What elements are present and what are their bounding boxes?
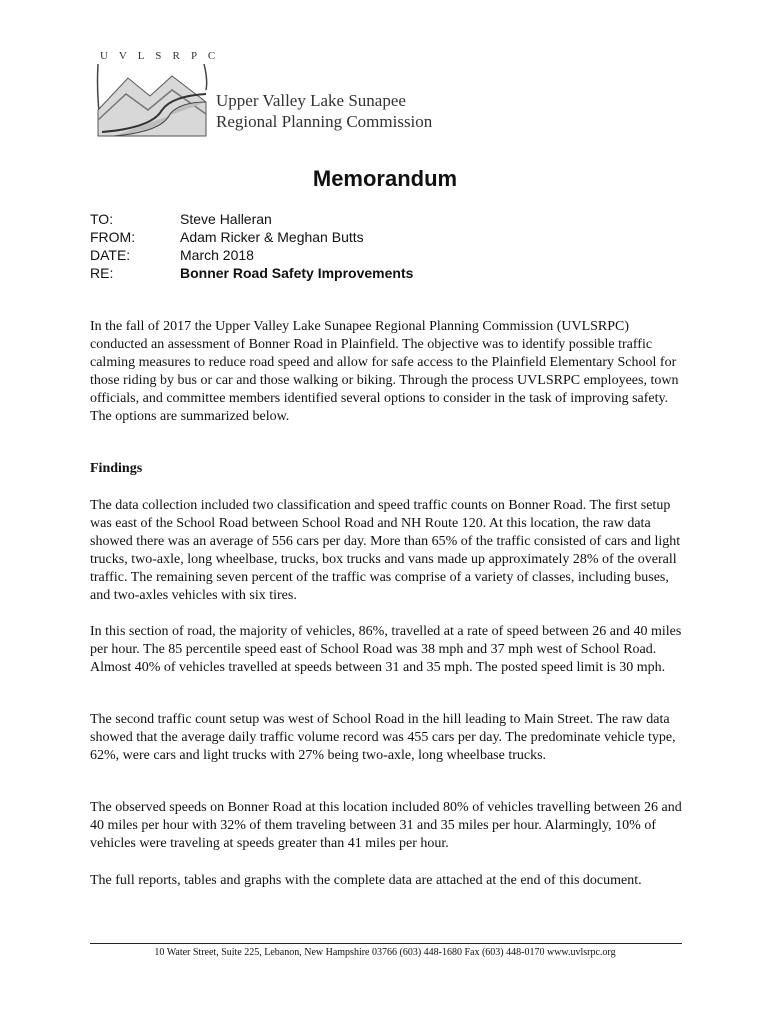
footer-address: 10 Water Street, Suite 225, Lebanon, New Hampshire 03766 (603) 448-1680 Fax (603) 448-0170 www.uvlsrpc.org (154, 947, 616, 958)
memo-date-row (90, 246, 413, 264)
findings-text-2: In this section of road, the majority of vehicles, 86%, travelled at a rate of speed between 26 and 40 miles per hour. The 85 percentile speed east of School Road was 38 mph and 37 mph west of School Road. Almost 40% of vehicles travelled at speeds between 31 and 35 mph. The posted speed limit is 30 mph. (90, 624, 682, 675)
to-value: Steve Halleran (180, 211, 272, 227)
re-value: Bonner Road Safety Improvements (180, 265, 414, 281)
intro-text: In the fall of 2017 the Upper Valley Lake Sunapee Regional Planning Commission (UVLSRPC) conducted an assessment of Bonner Road in Plainfield. The objective was to identify possible traffic calming measures to reduce road speed and allow for safe access to the Plainfield Elementary School for those riding by bus or car and those walking or biking. Through the process UVLSRPC employees, town officials, and committee members identified several options to consider in the task of improving safety. The options are summarized below. (90, 319, 679, 424)
organization-name-line1: Upper Valley Lake Sunapee (216, 91, 406, 110)
memo-re-row (90, 264, 413, 282)
memo-from-row (90, 228, 413, 246)
from-label: FROM: (90, 229, 136, 245)
organization-name (216, 90, 432, 132)
findings-paragraph-4 (90, 799, 690, 853)
from-value: Adam Ricker & Meghan Butts (180, 229, 364, 245)
memo-header (90, 210, 413, 282)
findings-text-1: The data collection included two classification and speed traffic counts on Bonner Road. The first setup was east of the School Road between School Road and NH Route 120. At this location, the raw data showed there was an average of 556 cars per day. More than 65% of the traffic consisted of cars and light trucks, two-axle, long wheelbase, trucks, box trucks and vans made up approximately 28% of the overall traffic. The remaining seven percent of the traffic was comprise of a variety of classes, including buses, and two-axles vehicles with six tires. (90, 498, 681, 603)
logo-acronym: U V L S R P C (100, 50, 220, 62)
re-label: RE: (90, 265, 114, 281)
organization-logo (92, 50, 452, 145)
findings-text-5: The full reports, tables and graphs with the complete data are attached at the end of this document. (90, 873, 642, 888)
mountain-logo-icon (92, 50, 220, 145)
findings-paragraph-3 (90, 711, 690, 765)
date-label: DATE: (90, 247, 131, 263)
date-value: March 2018 (180, 247, 254, 263)
memo-to-row (90, 210, 413, 228)
findings-paragraph-2 (90, 623, 690, 677)
footer-divider (90, 943, 682, 944)
to-label: TO: (90, 211, 114, 227)
findings-heading: Findings (90, 461, 143, 476)
organization-name-line2: Regional Planning Commission (216, 112, 433, 131)
findings-paragraph-1 (90, 497, 690, 605)
intro-paragraph (90, 318, 690, 426)
findings-text-4: The observed speeds on Bonner Road at this location included 80% of vehicles travelling between 26 and 40 miles per hour with 32% of them traveling between 31 and 35 miles per hour. Alarmingly, 10% of vehicles were traveling at speeds greater than 41 miles per hour. (90, 800, 682, 851)
findings-paragraph-5 (90, 872, 690, 890)
memo-title: Memorandum (312, 166, 458, 191)
findings-text-3: The second traffic count setup was west of School Road in the hill leading to Main Street. The raw data showed that the average daily traffic volume record was 455 cars per day. The predominate vehicle type, 62%, were cars and light trucks with 27% being two-axle, long wheelbase trucks. (90, 712, 676, 763)
